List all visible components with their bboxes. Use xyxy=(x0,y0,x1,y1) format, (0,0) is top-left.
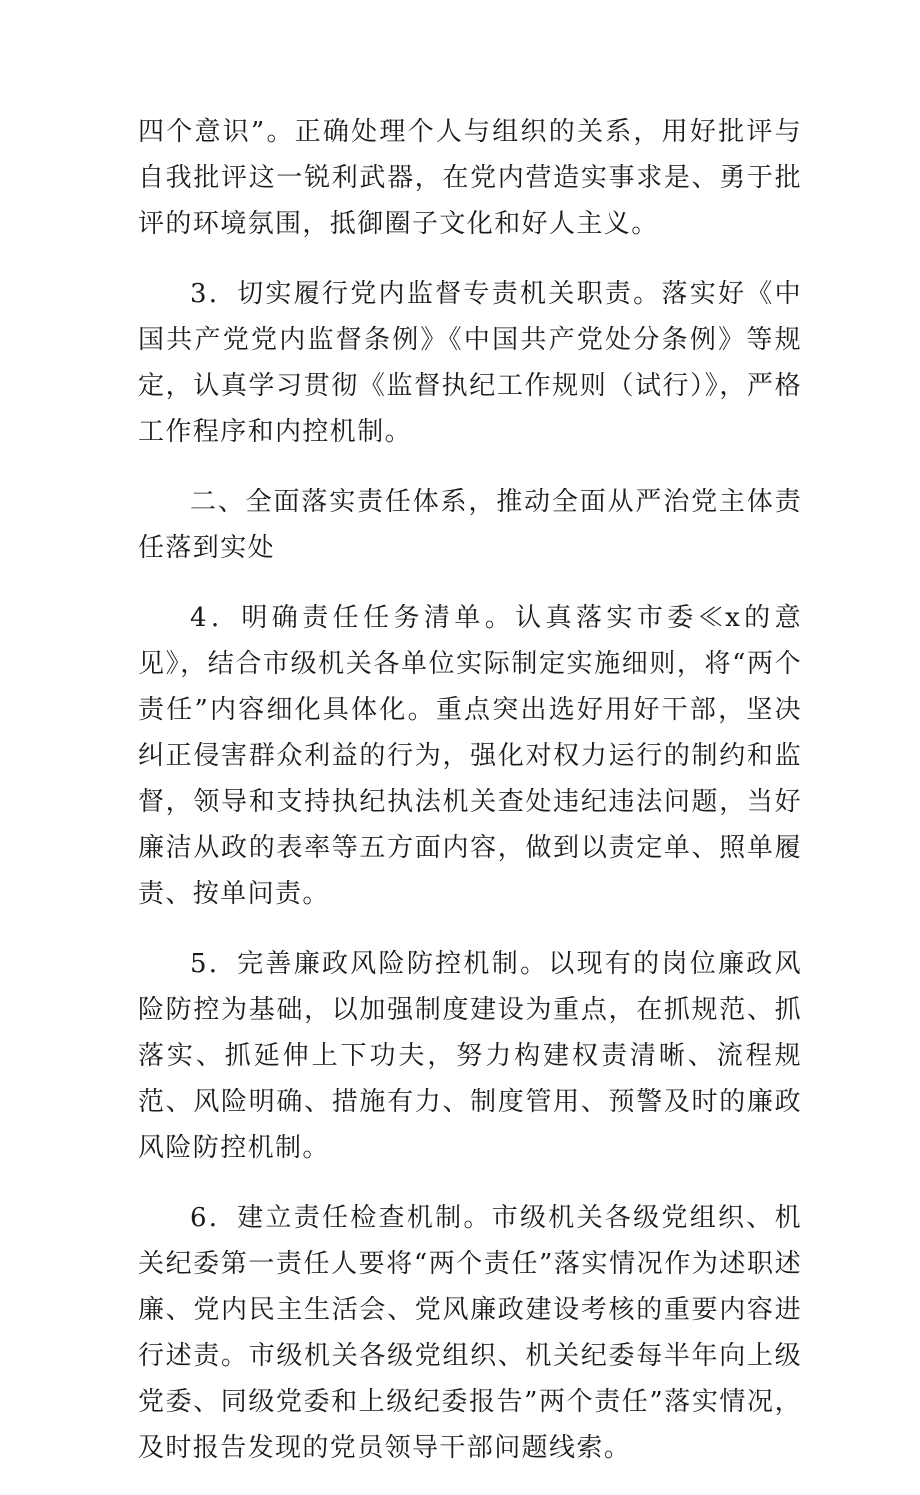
paragraph-item-3: 3．切实履行党内监督专责机关职责。落实好《中国共产党党内监督条例》《中国共产党处分条例》等规定，认真学习贯彻《监督执纪工作规则（试行）》，严格工作程序和内控机制。 xyxy=(138,279,802,447)
paragraph-item-4: 4．明确责任任务清单。认真落实市委≪x的意见》，结合市级机关各单位实际制定实施细则，将“两个责任”内容细化具体化。重点突出选好用好干部，坚决纠正侵害群众利益的行为，强化对权力运行的制约和监督，领导和支持执纪执法机关查处违纪违法问题，当好廉洁从政的表率等五方面内容，做到以责定单、照单履责、按单问责。 xyxy=(138,603,802,909)
document-body xyxy=(138,109,802,1495)
paragraph-item-5: 5．完善廉政风险防控机制。以现有的岗位廉政风险防控为基础，以加强制度建设为重点，在抓规范、抓落实、抓延伸上下功夫，努力构建权责清晰、流程规范、风险明确、措施有力、制度管用、预警及时的廉政风险防控机制。 xyxy=(138,949,802,1163)
paragraph-continuation: 四个意识”。正确处理个人与组织的关系，用好批评与自我批评这一锐利武器，在党内营造实事求是、勇于批评的环境氛围，抵御圈子文化和好人主义。 xyxy=(138,117,802,239)
section-heading-2: 二、全面落实责任体系，推动全面从严治党主体责任落到实处 xyxy=(138,487,802,563)
paragraph-item-6: 6．建立责任检查机制。市级机关各级党组织、机关纪委第一责任人要将“两个责任”落实情况作为述职述廉、党内民主生活会、党风廉政建设考核的重要内容进行述责。市级机关各级党组织、机关纪委每半年向上级党委、同级党委和上级纪委报告”两个责任”落实情况，及时报告发现的党员领导干部问题线索。 xyxy=(138,1203,802,1463)
